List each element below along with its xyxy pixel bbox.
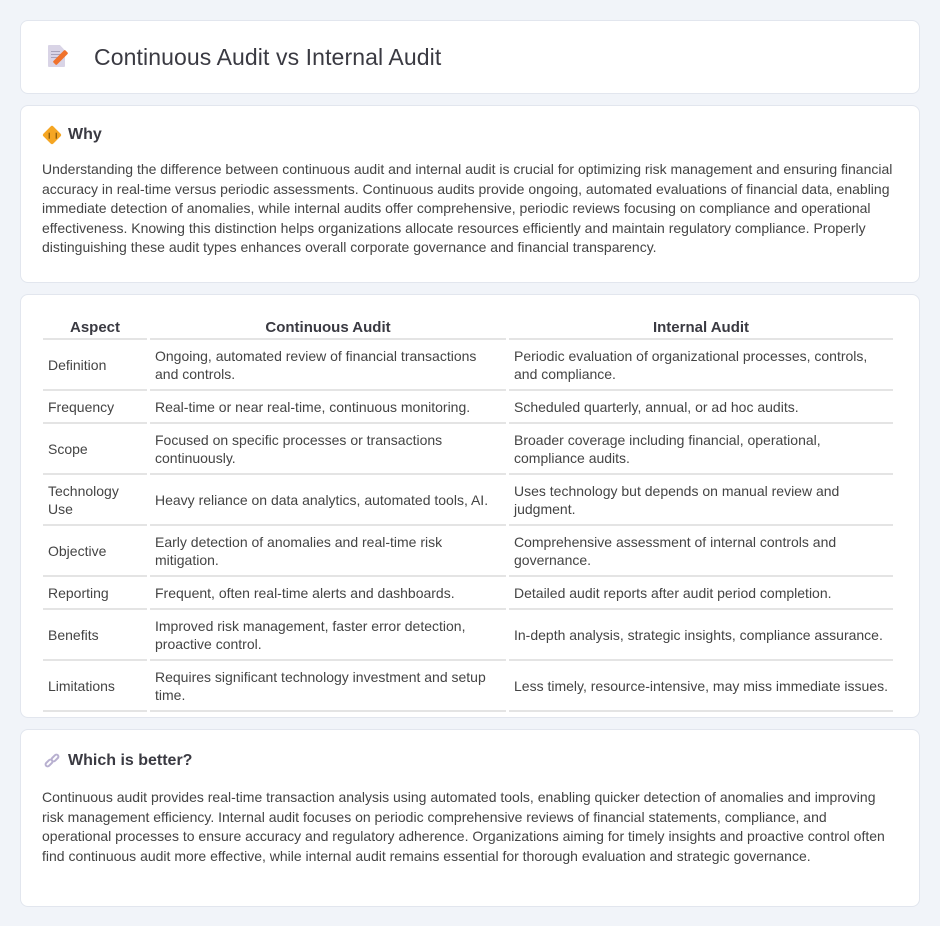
column-header-continuous: Continuous Audit xyxy=(150,314,506,340)
cell-continuous: Real-time or near real-time, continuous monitoring. xyxy=(150,391,506,424)
cell-aspect: Technology Use xyxy=(43,475,147,526)
cell-internal: Less timely, resource-intensive, may miss immediate issues. xyxy=(509,661,893,712)
cell-continuous: Heavy reliance on data analytics, automated tools, AI. xyxy=(150,475,506,526)
table-row xyxy=(43,661,893,712)
why-header xyxy=(42,126,899,144)
comparison-table xyxy=(40,314,896,712)
cell-continuous: Improved risk management, faster error detection, proactive control. xyxy=(150,610,506,661)
cell-continuous: Ongoing, automated review of financial transactions and controls. xyxy=(150,340,506,391)
link-icon xyxy=(44,754,62,768)
why-section xyxy=(20,105,920,283)
column-header-aspect: Aspect xyxy=(43,314,147,340)
comparison-card xyxy=(20,294,920,718)
cell-internal: In-depth analysis, strategic insights, compliance assurance. xyxy=(509,610,893,661)
cell-aspect: Benefits xyxy=(43,610,147,661)
why-title: Why xyxy=(68,126,102,143)
table-row xyxy=(43,391,893,424)
cell-aspect: Objective xyxy=(43,526,147,577)
cell-continuous: Early detection of anomalies and real-time risk mitigation. xyxy=(150,526,506,577)
cell-aspect: Scope xyxy=(43,424,147,475)
cell-continuous: Focused on specific processes or transactions continuously. xyxy=(150,424,506,475)
cell-continuous: Frequent, often real-time alerts and dashboards. xyxy=(150,577,506,610)
cell-aspect: Frequency xyxy=(43,391,147,424)
better-body: Continuous audit provides real-time transaction analysis using automated tools, enabling quicker detection of anomalies and improving risk management efficiency. Internal audit focuses on periodic comprehensive reviews of financial statements, compliance, and operational processes to ensure accuracy and regulatory adherence. Organizations aiming for timely insights and proactive control often find continuous audit more effective, while internal audit remains essential for thorough evaluation and strategic governance. xyxy=(42,789,885,864)
table-row xyxy=(43,526,893,577)
cell-aspect: Reporting xyxy=(43,577,147,610)
cell-internal: Uses technology but depends on manual review and judgment. xyxy=(509,475,893,526)
why-body: Understanding the difference between continuous audit and internal audit is crucial for optimizing risk management and ensuring financial accuracy in real-time versus periodic assessments. Continuous audits provide ongoing, automated evaluations of financial data, enabling immediate detection of anomalies, while internal audits offer comprehensive, periodic reviews focusing on compliance and operational effectiveness. Knowing this distinction helps organizations allocate resources efficiently and maintain regulatory compliance. Properly distinguishing these audit types enhances overall corporate governance and financial transparency. xyxy=(42,161,893,256)
cell-continuous: Requires significant technology investment and setup time. xyxy=(150,661,506,712)
title-card xyxy=(20,20,920,94)
which-is-better-section xyxy=(20,729,920,907)
cell-aspect: Definition xyxy=(43,340,147,391)
cell-internal: Comprehensive assessment of internal controls and governance. xyxy=(509,526,893,577)
better-title: Which is better? xyxy=(68,752,193,769)
better-header xyxy=(42,752,899,770)
cell-internal: Periodic evaluation of organizational processes, controls, and compliance. xyxy=(509,340,893,391)
column-header-internal: Internal Audit xyxy=(509,314,893,340)
cell-internal: Detailed audit reports after audit period completion. xyxy=(509,577,893,610)
table-header-row xyxy=(43,314,893,340)
cell-internal: Scheduled quarterly, annual, or ad hoc audits. xyxy=(509,391,893,424)
table-row xyxy=(43,475,893,526)
cell-aspect: Limitations xyxy=(43,661,147,712)
page-title: Continuous Audit vs Internal Audit xyxy=(94,43,442,70)
table-row xyxy=(43,424,893,475)
cell-internal: Broader coverage including financial, operational, compliance audits. xyxy=(509,424,893,475)
table-row xyxy=(43,577,893,610)
document-pencil-icon xyxy=(47,45,69,69)
table-row xyxy=(43,610,893,661)
table-row xyxy=(43,340,893,391)
warning-diamond-icon xyxy=(42,125,62,145)
